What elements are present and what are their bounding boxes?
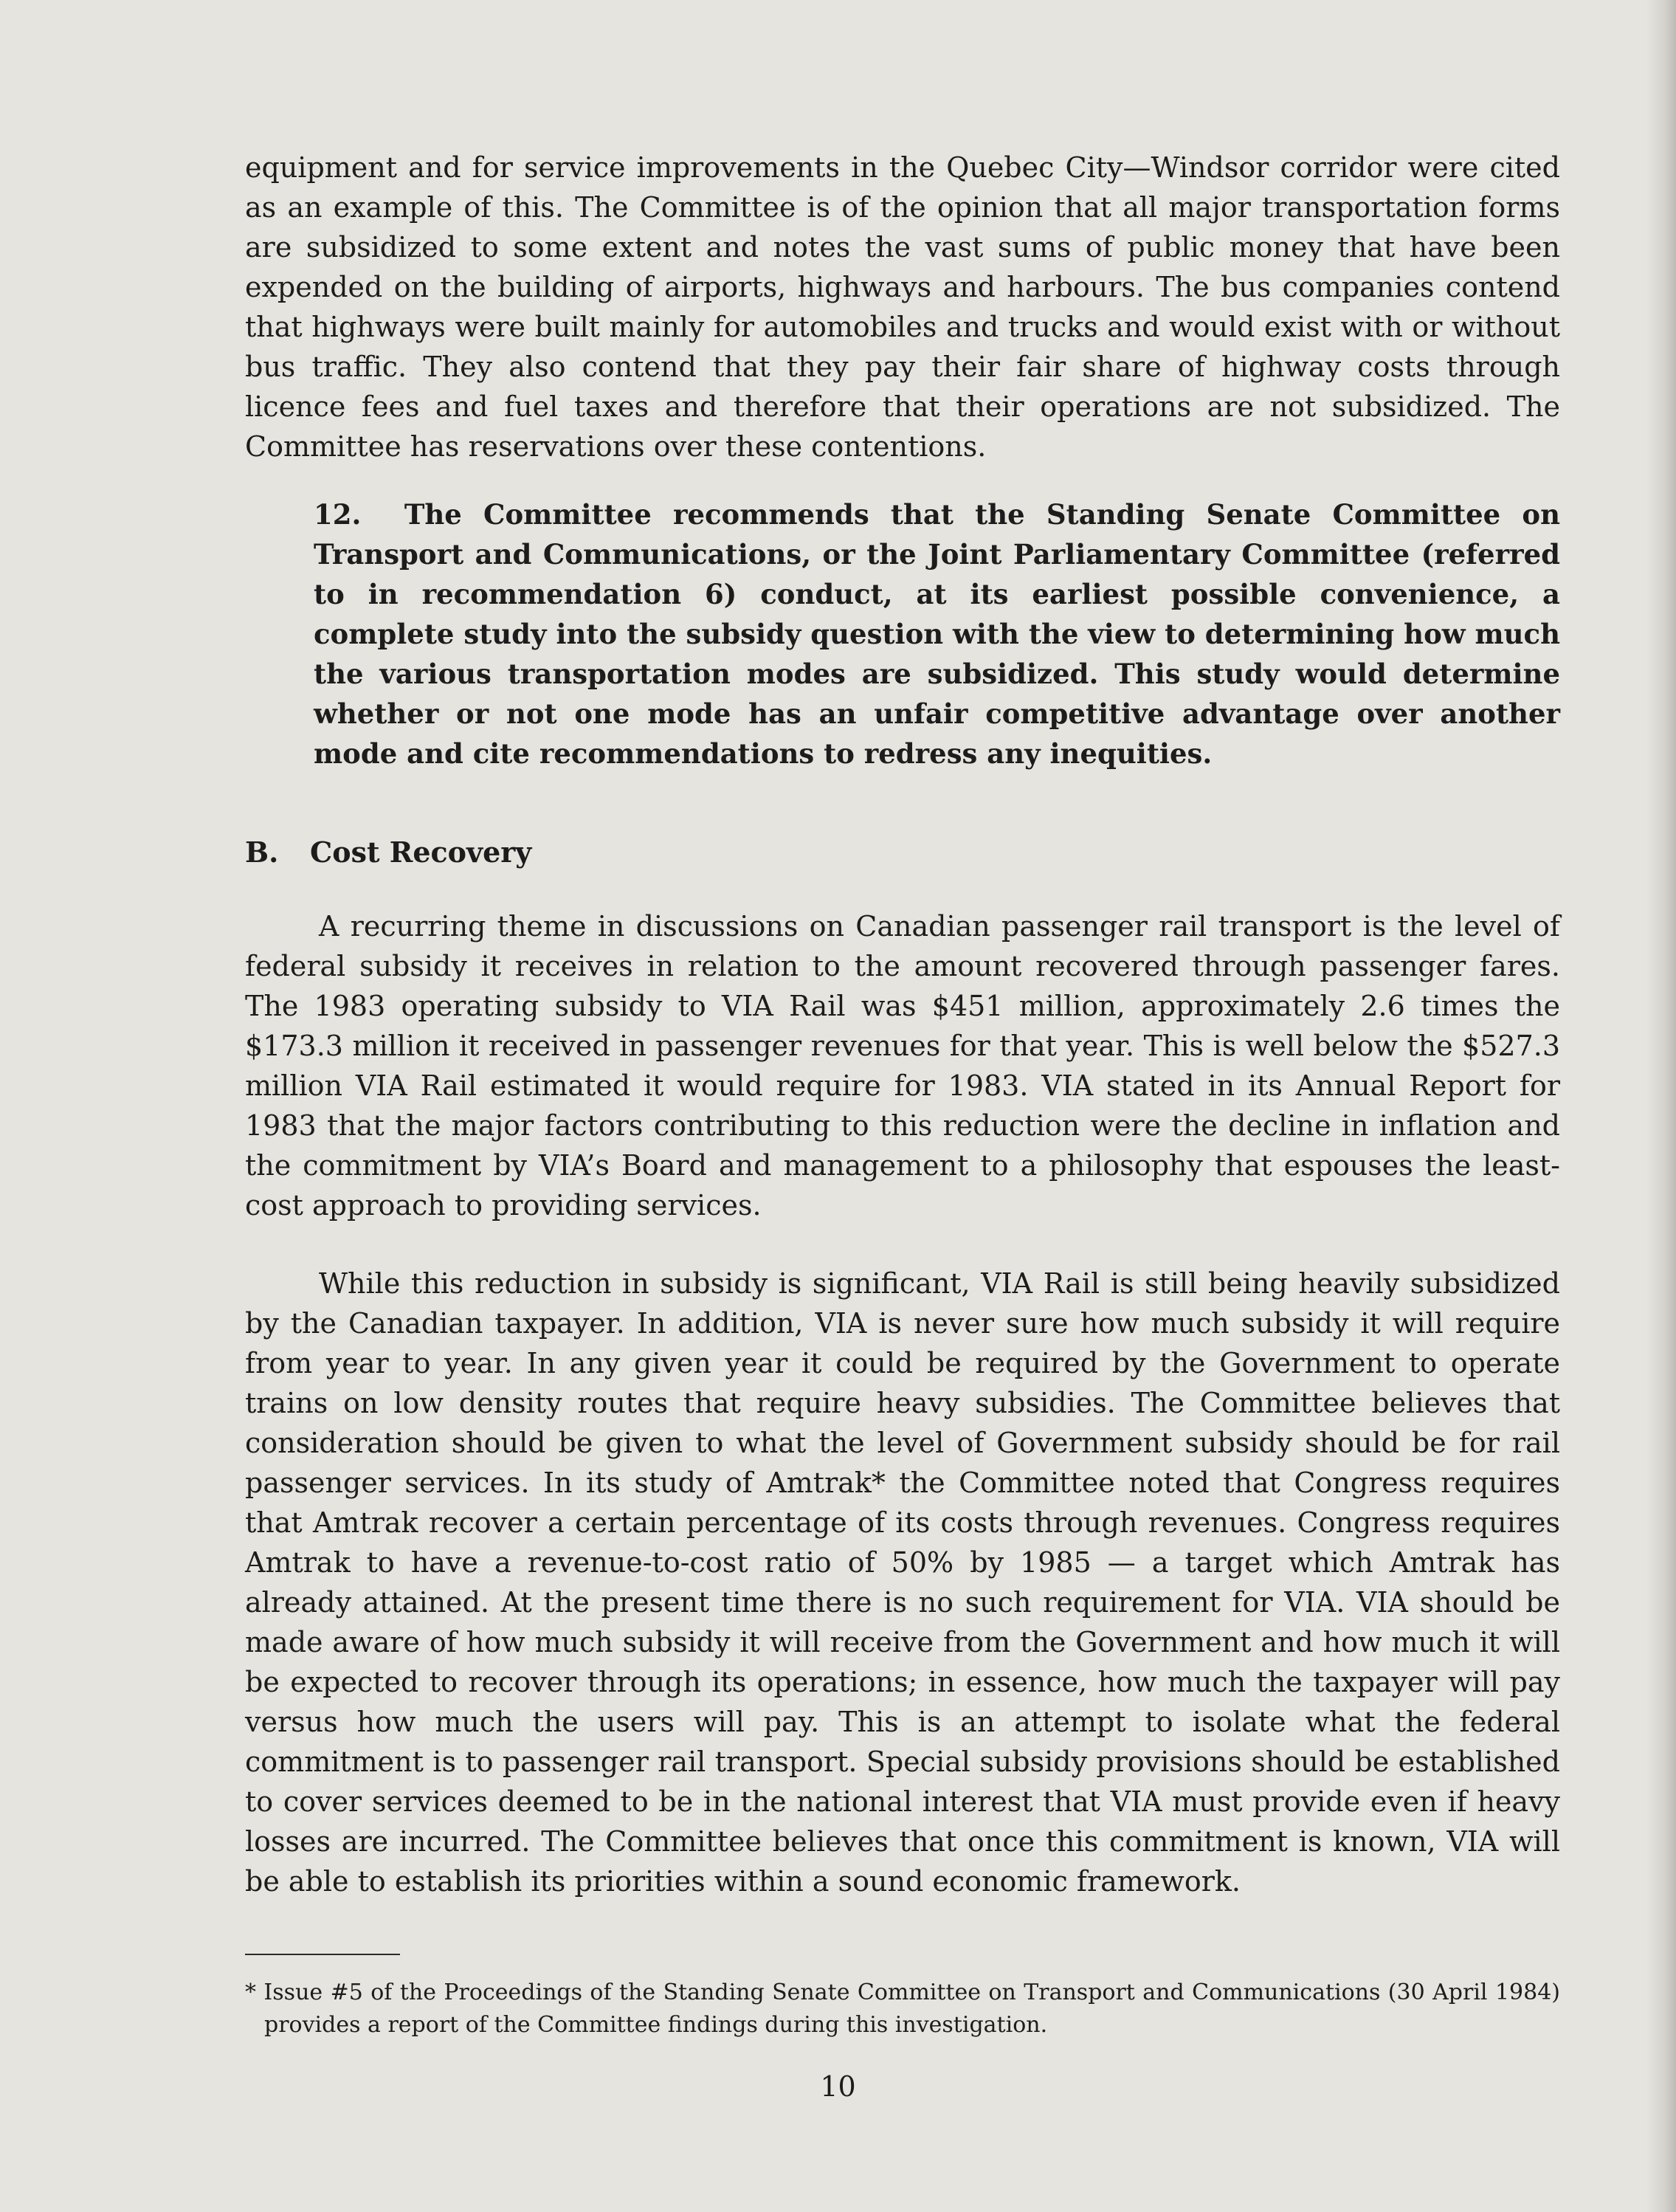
- footnote: [245, 1977, 1560, 2042]
- recommendation-number: 12.: [314, 498, 362, 531]
- recommendation-12: [314, 495, 1560, 773]
- footnote-text: * Issue #5 of the Proceedings of the Standing Senate Committee on Transport and Communications (30 April 1984) provides a report of the Committee findings during this investigation.: [245, 1980, 1560, 2038]
- section-title: Cost Recovery: [310, 835, 532, 869]
- section-letter: B.: [245, 835, 279, 869]
- paragraph-cost-recovery: A recurring theme in discussions on Canadian passenger rail transport is the level of federal subsidy it receives in relation to the amount recovered through passenger fares. The 1983 operating subsidy to VIA Rail was $451 million, approximately 2.6 times the $173.3 million it received in passenger revenues for that year. This is well below the $527.3 million VIA Rail estimated it would require for 1983. VIA stated in its Annual Report for 1983 that the major factors contributing to this reduction were the decline in inflation and the commitment by VIA’s Board and management to a philosophy that espouses the least-cost approach to providing services.: [245, 910, 1560, 1222]
- recommendation-text: The Committee recommends that the Standing Senate Committee on Transport and Communications, or the Joint Parliamentary Committee (referred to in recommendation 6) conduct, at its earliest possible convenience, a complete study into the subsidy question with the view to determining how much the various transportation modes are subsidized. This study would determine whether or not one mode has an unfair competitive advantage over another mode and cite recommendations to redress any inequities.: [314, 498, 1560, 770]
- paragraph-continuation: equipment and for service improvements in the Quebec City—Windsor corridor were cited as an example of this. The Committee is of the opinion that all major transportation forms are subsidized to some extent and notes the vast sums of public money that have been expended on the building of airports, highways and harbours. The bus companies contend that highways were built mainly for automobiles and trucks and would exist with or without bus traffic. They also contend that they pay their fair share of highway costs through licence fees and fuel taxes and therefore that their operations are not subsidized. The Committee has reservations over these contentions.: [245, 151, 1560, 463]
- footnote-divider: [245, 1954, 400, 1955]
- page-number: 10: [820, 2070, 856, 2103]
- page-body: [245, 148, 1560, 1901]
- paragraph-subsidy: While this reduction in subsidy is significant, VIA Rail is still being heavily subsidized by the Canadian taxpayer. In addition, VIA is never sure how much subsidy it will require from year to year. In any given year it could be required by the Government to operate trains on low density routes that require heavy subsidies. The Committee believes that consideration should be given to what the level of Government subsidy should be for rail passenger services. In its study of Amtrak* the Committee noted that Congress requires that Amtrak recover a certain percentage of its costs through revenues. Congress requires Amtrak to have a revenue-to-cost ratio of 50% by 1985 — a target which Amtrak has already attained. At the present time there is no such requirement for VIA. VIA should be made aware of how much subsidy it will receive from the Government and how much it will be expected to recover through its operations; in essence, how much the taxpayer will pay versus how much the users will pay. This is an attempt to isolate what the federal commitment is to passenger rail transport. Special subsidy provisions should be established to cover services deemed to be in the national interest that VIA must provide even if heavy losses are incurred. The Committee believes that once this commitment is known, VIA will be able to establish its priorities within a sound economic framework.: [245, 1267, 1560, 1898]
- section-heading: [245, 833, 1560, 872]
